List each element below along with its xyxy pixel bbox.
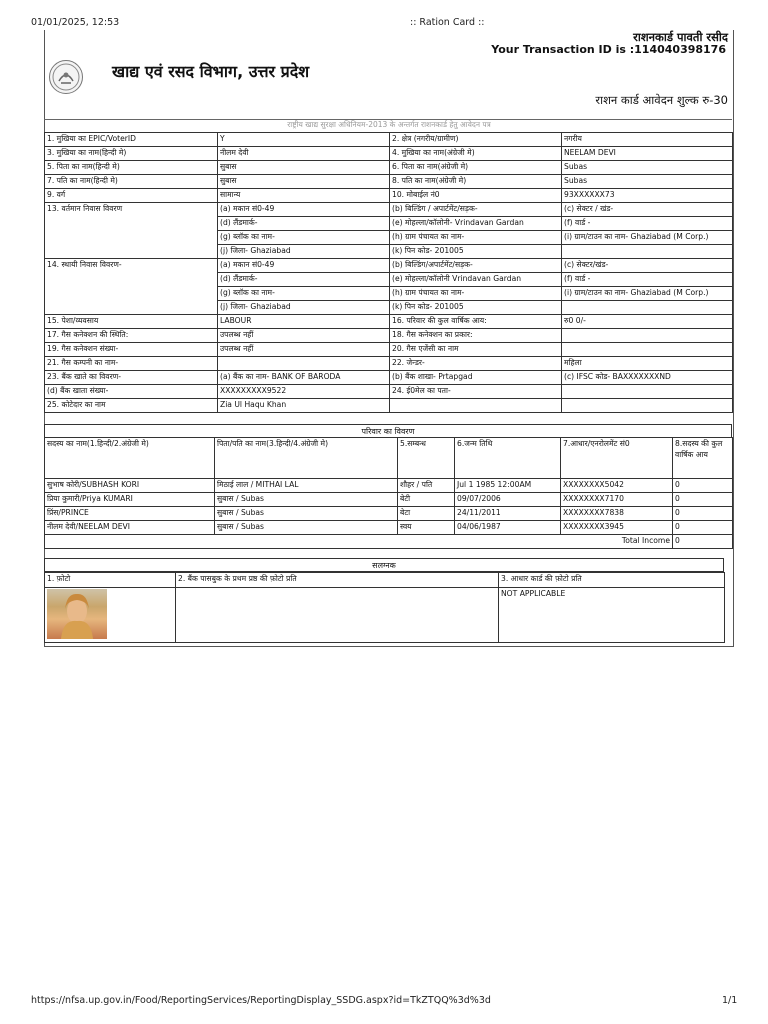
table-header-row [45,573,725,588]
field-value: सामान्य [218,189,390,203]
field-label: 16. परिवार की कुल वार्षिक आय: [390,315,562,329]
field-value: (h) ग्राम पंचायत का नाम- [390,231,562,245]
field-label: 19. गैस कनेक्शन संख्या- [45,343,218,357]
member-relation: बेटा [398,507,455,521]
field-label: 18. गैस कनेक्शन का प्रकार: [390,329,562,343]
member-dob: 24/11/2011 [455,507,561,521]
attachments-title: सलग्नक [44,558,724,572]
column-header: 1. फ़ोटो [45,573,176,588]
column-header: पिता/पति का नाम(3.हिन्दी/4.अंग्रेजी मे) [215,438,398,479]
member-income: 0 [673,493,733,507]
member-father-husband: मिठाई लाल / MITHAI LAL [215,479,398,493]
field-label: 1. मुखिया का EPIC/VoterID [45,133,218,147]
form-subtitle: राष्ट्रीय खाद्य सुरक्षा अधिनियम-2013 के अन्तर्गत राशनकार्ड हेतु आवेदन पत्र [287,120,491,129]
total-income-label: Total Income [45,535,673,549]
photo-cell [45,588,176,643]
field-value: रु0 0/- [562,315,733,329]
field-label: (d) बैंक खाता संख्या- [45,385,218,399]
field-value: उपलब्ध नहीं [218,343,390,357]
receipt-title: राशनकार्ड पावती रसीद [633,30,728,44]
field-value: (b) बिल्डिंग / अपार्टमेंट/सड़क- [390,203,562,217]
field-value: (a) मकान सं0-49 [218,203,390,217]
field-value: (d) लैंडमार्क- [218,273,390,287]
member-relation: स्वय [398,521,455,535]
member-dob: Jul 1 1985 12:00AM [455,479,561,493]
member-father-husband: सुबास / Subas [215,493,398,507]
print-datetime: 01/01/2025, 12:53 [31,17,120,28]
field-value: उपलब्ध नहीं [218,329,390,343]
table-row [45,203,733,217]
field-value [562,301,733,315]
field-label: 15. पेशा/व्यवसाय [45,315,218,329]
member-aadhaar: XXXXXXXX3945 [561,521,673,535]
print-url: https://nfsa.up.gov.in/Food/ReportingServices/ReportingDisplay_SSDG.aspx?id=TkZTQQ%3d%3d [31,995,491,1006]
member-income: 0 [673,507,733,521]
field-label: 7. पति का नाम(हिन्दी मे) [45,175,218,189]
table-row [45,343,733,357]
field-label: 4. मुखिया का नाम(अंग्रेजी मे) [390,147,562,161]
column-header: 7.आधार/एनरोलमेंट सं0 [561,438,673,479]
table-row [45,493,733,507]
field-value [218,357,390,371]
field-label: 8. पति का नाम(अंग्रेजी मे) [390,175,562,189]
field-label: 21. गैस कम्पनी का नाम- [45,357,218,371]
table-row [45,588,725,643]
field-label: 25. कोटेदार का नाम [45,399,218,413]
table-row [45,259,733,273]
column-header: सदस्य का नाम(1.हिन्दी/2.अंग्रेजी मे) [45,438,215,479]
field-label: 6. पिता का नाम(अंग्रेजी मे) [390,161,562,175]
field-value: Zia Ul Haqu Khan [218,399,390,413]
field-label: 22. जेन्डर- [390,357,562,371]
field-label: 2. क्षेत्र (नगरीय/ग्रामीण) [390,133,562,147]
field-value: (b) बिल्डिंग/अपार्टमेंट/सड़क- [390,259,562,273]
field-value: (i) ग्राम/टाउन का नाम- Ghaziabad (M Corp.) [562,287,733,301]
member-aadhaar: XXXXXXXX7838 [561,507,673,521]
table-row [45,357,733,371]
table-row [45,521,733,535]
up-emblem-icon [49,60,83,94]
table-row [45,329,733,343]
field-value: (a) बैंक का नाम- BANK OF BARODA [218,371,390,385]
field-value [562,329,733,343]
member-name: प्रिया कुमारी/Priya KUMARI [45,493,215,507]
member-dob: 09/07/2006 [455,493,561,507]
table-row [45,161,733,175]
member-name: प्रिंस/PRINCE [45,507,215,521]
table-row [45,147,733,161]
field-value: (e) मोहल्ला/कॉलोनी- Vrindavan Gardan [390,217,562,231]
column-header: 6.जन्म तिथि [455,438,561,479]
department-title: खाद्य एवं रसद विभाग, उत्तर प्रदेश [112,62,310,81]
field-value: (j) जिला- Ghaziabad [218,245,390,259]
field-label: 20. गैस एजेंसी का नाम [390,343,562,357]
field-value: (j) जिला- Ghaziabad [218,301,390,315]
table-row [45,315,733,329]
print-title: :: Ration Card :: [410,17,485,28]
member-income: 0 [673,479,733,493]
column-header: 8.सदस्य की कुल वार्षिक आय [673,438,733,479]
member-father-husband: सुबास / Subas [215,507,398,521]
field-value: (h) ग्राम पंचायत का नाम- [390,287,562,301]
field-value: (f) वार्ड - [562,273,733,287]
field-value: सुबास [218,161,390,175]
print-page-number: 1/1 [722,995,738,1006]
member-father-husband: सुबास / Subas [215,521,398,535]
attachments-table [44,572,725,643]
field-value: (b) बैंक शाखा- Prtapgad [390,371,562,385]
table-header-row [45,438,733,479]
field-value [562,343,733,357]
field-value: नगरीय [562,133,733,147]
member-dob: 04/06/1987 [455,521,561,535]
field-value: (g) ब्लॉक का नाम- [218,231,390,245]
applicant-photo [47,589,107,639]
member-relation: शौहर / पति [398,479,455,493]
member-relation: बेटी [398,493,455,507]
field-value: महिला [562,357,733,371]
member-name: नीलम देवी/NEELAM DEVI [45,521,215,535]
application-fee: राशन कार्ड आवेदन शुल्क रु-30 [595,93,728,107]
field-value: (e) मोहल्ला/कॉलोनी Vrindavan Gardan [390,273,562,287]
table-row [45,399,733,413]
field-label: 13. वर्तमान निवास विवरण [45,203,218,259]
document-header [44,30,732,120]
column-header: 2. बैंक पासबुक के प्रथम प्रष्ठ की फ़ोटो प्रति [176,573,499,588]
field-value: (a) मकान सं0-49 [218,259,390,273]
field-label: 23. बैंक खाते का विवरण- [45,371,218,385]
field-value: (d) लैंडमार्क- [218,217,390,231]
field-value: 93XXXXXX73 [562,189,733,203]
family-section-title: परिवार का विवरण [44,424,732,437]
field-label [390,399,562,413]
table-row [45,371,733,385]
field-value: (c) सेक्टर/खंड- [562,259,733,273]
field-value: XXXXXXXXX9522 [218,385,390,399]
field-label: 14. स्थायी निवास विवरण- [45,259,218,315]
field-label: 17. गैस कनेक्शन की स्थिति: [45,329,218,343]
field-value: (g) ब्लॉक का नाम- [218,287,390,301]
field-value: (k) पिन कोड- 201005 [390,301,562,315]
field-label: 5. पिता का नाम(हिन्दी मे) [45,161,218,175]
field-value: (k) पिन कोड- 201005 [390,245,562,259]
field-value: NEELAM DEVI [562,147,733,161]
column-header: 3. आधार कार्ड की फ़ोटो प्रति [499,573,725,588]
field-value [562,245,733,259]
field-value: LABOUR [218,315,390,329]
passbook-photo-cell [176,588,499,643]
field-value: नीलम देवी [218,147,390,161]
field-value: Subas [562,161,733,175]
transaction-id: Your Transaction ID is :114040398176 [491,43,726,56]
column-header: 5.सम्बन्ध [398,438,455,479]
field-value: (i) ग्राम/टाउन का नाम- Ghaziabad (M Corp.) [562,231,733,245]
member-name: सुभाष कोरी/SUBHASH KORI [45,479,215,493]
table-row [45,175,733,189]
field-label: 10. मोबाईल नं0 [390,189,562,203]
field-label: 9. वर्ग [45,189,218,203]
field-value [562,399,733,413]
field-value: (c) सेक्टर / खंड- [562,203,733,217]
total-income-row [45,535,733,549]
table-row [45,479,733,493]
table-row [45,385,733,399]
table-row [45,133,733,147]
member-aadhaar: XXXXXXXX7170 [561,493,673,507]
field-value: (f) वार्ड - [562,217,733,231]
table-row [45,507,733,521]
field-value [562,385,733,399]
table-row [45,189,733,203]
field-value: सुबास [218,175,390,189]
field-value: (c) IFSC कोड- BAXXXXXXXND [562,371,733,385]
member-aadhaar: XXXXXXXX5042 [561,479,673,493]
family-members-table [44,437,733,549]
application-details-table [44,132,733,413]
member-income: 0 [673,521,733,535]
field-label: 24. ई0मेल का पता- [390,385,562,399]
total-income-value: 0 [673,535,733,549]
field-label: 3. मुखिया का नाम(हिन्दी मे) [45,147,218,161]
field-value: Y [218,133,390,147]
field-value: Subas [562,175,733,189]
aadhaar-photo-cell: NOT APPLICABLE [499,588,725,643]
